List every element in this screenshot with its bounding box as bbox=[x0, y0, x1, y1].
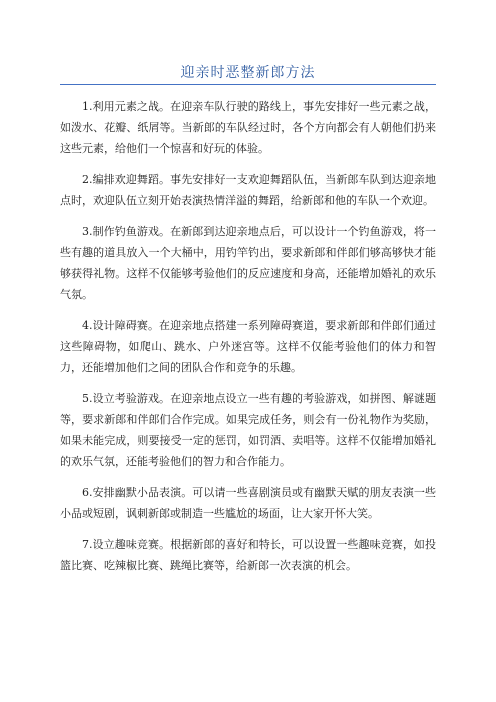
paragraph-4: 4.设计障碍赛。在迎亲地点搭建一系列障碍赛道，要求新郎和伴郎们通过这些障碍物，如爬山、跳水、户外迷宫等。这样不仅能考验他们的体力和智力，还能增加他们之间的团队合作和竞争的乐趣。 bbox=[60, 319, 436, 374]
paragraph-7: 7.设立趣味竞赛。根据新郎的喜好和特长，可以设置一些趣味竞赛，如投篮比赛、吃辣椒比赛、跳绳比赛等，给新郎一次表演的机会。 bbox=[60, 538, 436, 572]
document-body bbox=[60, 96, 436, 586]
paragraph-1: 1.利用元素之战。在迎亲车队行驶的路线上，事先安排好一些元素之战，如泼水、花瓣、纸屑等。当新郎的车队经过时，各个方向都会有人朝他们扔来这些元素，给他们一个惊喜和好玩的体验。 bbox=[60, 100, 436, 155]
title-underline bbox=[60, 84, 436, 85]
paragraph-5: 5.设立考验游戏。在迎亲地点设立一些有趣的考验游戏，如拼图、解谜题等，要求新郎和伴郎们合作完成。如果完成任务，则会有一份礼物作为奖励，如果未能完成，则要接受一定的惩罚，如罚酒、卖唱等。这样不仅能增加婚礼的欢乐气氛，还能考验他们的智力和合作能力。 bbox=[60, 392, 436, 468]
document-title: 迎亲时恶整新郎方法 bbox=[180, 65, 316, 81]
paragraph-2: 2.编排欢迎舞蹈。事先安排好一支欢迎舞蹈队伍，当新郎车队到达迎亲地点时，欢迎队伍立刻开始表演热情洋溢的舞蹈，给新郎和他的车队一个欢迎。 bbox=[60, 173, 436, 207]
paragraph-6: 6.安排幽默小品表演。可以请一些喜剧演员或有幽默天赋的朋友表演一些小品或短剧，讽刺新郎或制造一些尴尬的场面，让大家开怀大笑。 bbox=[60, 486, 436, 520]
paragraph-3: 3.制作钓鱼游戏。在新郎到达迎亲地点后，可以设计一个钓鱼游戏，将一些有趣的道具放入一个大桶中，用钓竿钓出，要求新郎和伴郎们够高够快才能够获得礼物。这样不仅能够考验他们的反应速度和身高，还能增加婚礼的欢乐气氛。 bbox=[60, 225, 436, 301]
